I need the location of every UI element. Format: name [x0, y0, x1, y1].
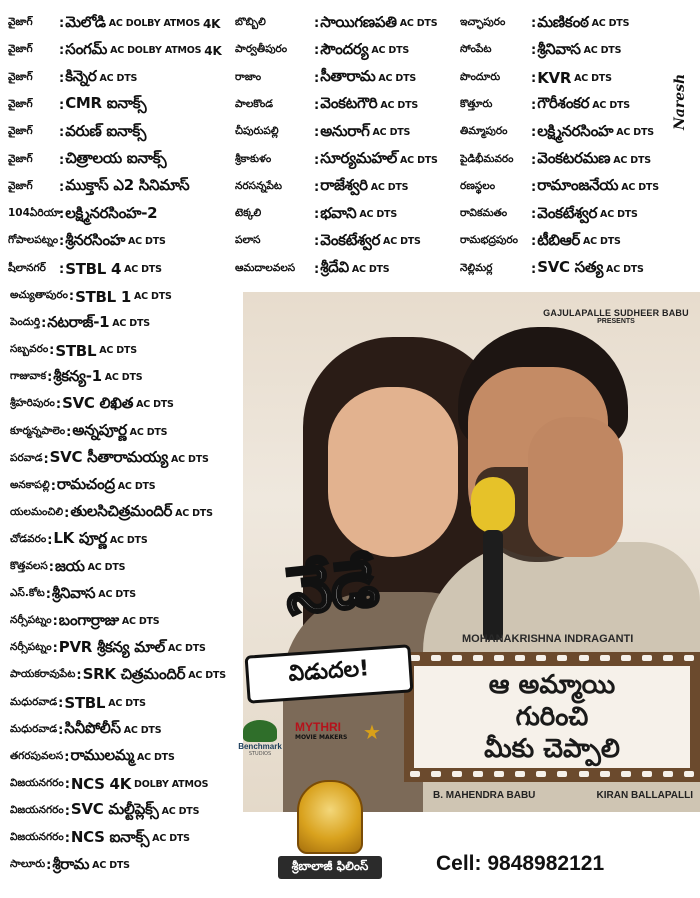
- separator: :: [531, 207, 537, 223]
- theatre-row: [235, 66, 457, 91]
- separator: :: [66, 424, 72, 440]
- separator: :: [314, 97, 320, 113]
- theatre-name: KVR: [537, 69, 572, 88]
- town-name: 104ఏరియా: [8, 207, 61, 220]
- theatre-row: [10, 745, 255, 770]
- resolution-tag: 4K: [204, 43, 222, 58]
- theatre-row: [10, 528, 255, 553]
- town-name: అచ్యుతాపురం: [10, 289, 68, 301]
- sound-format-tag: AC DTS: [616, 127, 654, 139]
- sound-format-tag: AC DTS: [574, 72, 612, 84]
- town-name: శ్రీకాకుళం: [235, 152, 272, 165]
- theatre-row: [10, 718, 255, 743]
- theatre-row: [460, 93, 668, 118]
- separator: :: [314, 152, 320, 168]
- theatre-row: [460, 229, 668, 254]
- theatre-row: [10, 799, 255, 824]
- sound-format-tag: AC DTS: [124, 263, 162, 275]
- theatre-name: సాయిగణపతి: [320, 12, 397, 31]
- release-today-text: నేడే: [282, 546, 382, 630]
- separator: :: [48, 560, 54, 575]
- theatre-name: LK పూర్ణ: [53, 529, 107, 548]
- sound-format-tag: AC DTS: [600, 209, 638, 221]
- theatre-name: STBL: [64, 694, 106, 712]
- theatre-row: [235, 175, 457, 200]
- title-film-strip: [404, 652, 700, 782]
- town-name: వైజాగ్: [8, 125, 33, 138]
- separator: :: [531, 16, 537, 31]
- separator: :: [531, 97, 537, 113]
- separator: :: [314, 125, 320, 141]
- separator: :: [314, 179, 320, 195]
- town-name: కూర్మన్నపాలెం: [10, 424, 66, 437]
- theatre-name: శ్రీరామ: [52, 854, 90, 873]
- theatre-row: [10, 392, 255, 417]
- town-name: నెల్లిమర్ల: [460, 261, 493, 274]
- sound-format-tag: AC DTS: [583, 45, 622, 57]
- theatre-name: అనురాగ్: [320, 121, 370, 140]
- theatre-name: తులసిచిత్రమందిర్: [70, 502, 173, 521]
- sound-format-tag: AC DTS: [591, 18, 630, 29]
- sound-format-tag: AC DTS: [108, 697, 146, 709]
- town-name: విజయనగరం: [10, 776, 64, 789]
- benchmark-logo: [230, 720, 290, 770]
- sound-format-tag: DOLBY ATMOS: [134, 778, 209, 790]
- theatre-name: రాజేశ్వరి: [320, 176, 368, 195]
- town-name: పార్వతీపురం: [235, 43, 288, 56]
- separator: :: [314, 261, 320, 277]
- theatre-name: SVC సీతారామయ్య: [49, 448, 168, 467]
- sound-format-tag: AC DTS: [98, 589, 136, 601]
- theatre-name: NCS 4K: [70, 775, 132, 794]
- separator: :: [314, 207, 320, 223]
- town-name: పాలకొండ: [235, 97, 273, 110]
- theatre-name: సంగమ్: [65, 39, 108, 58]
- theatre-name: లక్ష్మినరసింహ-2: [65, 203, 158, 222]
- theatre-name: రామాంజనేయ: [537, 176, 619, 195]
- theatre-row: [10, 338, 255, 363]
- theatre-name: రాములమ్మ: [70, 746, 134, 765]
- theatre-row: [8, 148, 233, 173]
- theatre-name: NCS ఐనాక్స్: [70, 827, 150, 846]
- theatre-name: SVC లిఖిత: [62, 393, 134, 412]
- theatre-name: లక్ష్మినరసింహ: [537, 121, 614, 140]
- sound-format-tag: AC DTS: [400, 154, 438, 166]
- separator: :: [531, 43, 537, 59]
- theatre-row: [10, 420, 255, 445]
- title-line-3: మీకు చెప్పాలి: [484, 734, 620, 764]
- separator: :: [59, 261, 65, 277]
- separator: :: [314, 234, 320, 250]
- theatre-row: [8, 229, 233, 254]
- separator: :: [68, 289, 75, 304]
- town-name: రాజాం: [235, 70, 262, 83]
- town-name: వైజాగ్: [8, 16, 33, 28]
- town-name: ఎస్.కోట: [10, 587, 45, 600]
- theatre-name: గౌరీశంకర: [537, 94, 590, 113]
- theatre-name: సౌందర్య: [320, 39, 369, 58]
- theatre-row: [235, 257, 457, 282]
- separator: :: [59, 179, 65, 195]
- town-name: కొత్తవలస: [10, 560, 48, 572]
- sound-format-tag: AC DTS: [371, 45, 410, 57]
- separator: :: [531, 179, 537, 195]
- hero-raised-hand: [528, 417, 623, 557]
- separator: :: [531, 234, 537, 250]
- town-name: పొందూరు: [460, 70, 501, 83]
- separator: :: [531, 261, 537, 277]
- town-name: కొత్తూరు: [460, 97, 493, 110]
- theatre-row: [235, 120, 457, 145]
- sound-format-tag: AC DTS: [161, 805, 200, 817]
- town-name: పరవాడ: [10, 451, 43, 464]
- separator: :: [59, 16, 65, 31]
- theatre-row: [235, 93, 457, 118]
- movie-title: [414, 666, 690, 768]
- town-name: తిమ్మాపురం: [460, 125, 508, 138]
- separator: :: [46, 858, 52, 874]
- presenter-credit: [534, 308, 698, 325]
- sound-format-tag: AC DTS: [372, 127, 411, 139]
- sound-format-tag: AC DTS: [399, 18, 438, 29]
- town-name: పైడిభీమవరం: [460, 152, 514, 165]
- producer-left: B. MAHENDRA BABU: [433, 790, 536, 801]
- theatre-name: వెంకటరమణ: [537, 149, 611, 167]
- separator: :: [531, 152, 537, 168]
- separator: :: [41, 316, 47, 332]
- town-name: పలాస: [235, 234, 261, 247]
- resolution-tag: 4K: [202, 16, 221, 31]
- theatre-name: నటరాజ్-1: [47, 312, 110, 331]
- theatre-name: STBL 1: [75, 287, 131, 306]
- town-name: ఇచ్ఛాపురం: [460, 16, 506, 28]
- town-name: శ్రీహరిపురం: [10, 397, 55, 410]
- separator: :: [58, 722, 64, 738]
- town-name: టెక్కలి: [235, 207, 262, 220]
- town-name: పెందుర్తి: [10, 316, 41, 329]
- sound-format-tag: AC DTS: [133, 291, 172, 302]
- theatre-row: [235, 202, 457, 227]
- separator: :: [58, 695, 64, 711]
- theatre-name: భవాని: [320, 203, 357, 222]
- theatre-row: [8, 66, 233, 91]
- town-name: చీపురుపల్లి: [235, 125, 279, 138]
- theatre-name: కిన్నెర: [65, 67, 97, 86]
- balaji-films-logo: [278, 780, 382, 890]
- star-icon: ★: [363, 720, 381, 744]
- separator: :: [45, 587, 51, 603]
- film-holes-bottom: [410, 771, 694, 779]
- balaji-films-name: శ్రీబాలాజీ ఫిలింస్: [278, 856, 382, 879]
- theatre-name: సూర్యమహల్: [320, 149, 398, 167]
- separator: :: [531, 70, 537, 86]
- theatre-row: [10, 501, 255, 526]
- contact-phone: Cell: 9848982121: [436, 852, 605, 875]
- theatre-row: [10, 365, 255, 390]
- separator: :: [314, 70, 320, 86]
- theatre-name: శ్రీనివాస: [537, 39, 581, 58]
- sound-format-tag: AC DTS: [117, 480, 156, 492]
- sound-format-tag: AC DTS: [121, 616, 160, 628]
- theatre-name: SVC మల్టీప్లెక్స్: [70, 800, 159, 819]
- theatre-row: [10, 474, 255, 499]
- theatre-row: [460, 257, 668, 282]
- theatre-name: చిత్రాలయ ఐనాక్స్: [65, 149, 167, 167]
- sound-format-tag: AC DTS: [583, 236, 621, 248]
- separator: :: [64, 776, 70, 792]
- town-name: సబ్బవరం: [10, 343, 49, 356]
- theatre-name: టీబిఆర్: [537, 230, 581, 249]
- sound-format-tag: AC DTS: [87, 562, 126, 573]
- theatre-row: [8, 38, 233, 63]
- separator: :: [59, 43, 65, 59]
- town-name: ఆమదాలవలస: [235, 261, 296, 274]
- separator: :: [59, 207, 65, 223]
- sound-format-tag: AC DTS: [370, 181, 409, 193]
- theatre-row: [460, 202, 668, 227]
- theatre-name: రామచంద్ర: [56, 475, 115, 494]
- town-name: బొబ్బిలి: [235, 16, 266, 28]
- theatre-name: CMR ఐనాక్స్: [65, 94, 147, 113]
- producer-right: KIRAN BALLAPALLI: [596, 790, 693, 801]
- theatre-name: PVR శ్రీకన్య మాల్: [58, 637, 165, 656]
- separator: :: [64, 749, 70, 765]
- sound-format-tag: AC DTS: [168, 643, 206, 655]
- theatre-name: ముక్తాస్ ఎ2 సినిమాస్: [65, 176, 190, 195]
- theatre-row: [8, 175, 233, 200]
- heroine-face: [328, 387, 458, 557]
- sound-format-tag: AC DTS: [129, 426, 168, 438]
- separator: :: [64, 803, 70, 819]
- sound-format-tag: AC DTS: [621, 181, 659, 193]
- sound-format-tag: AC DTS: [383, 236, 421, 248]
- town-name: పాయకరావుపేట: [10, 668, 76, 681]
- producer-credits: [433, 790, 693, 801]
- town-name: వైజాగ్: [8, 43, 33, 56]
- theatre-name: శ్రీదేవి: [320, 258, 349, 277]
- town-name: వైజాగ్: [8, 70, 33, 83]
- town-name: చోడవరం: [10, 532, 47, 545]
- separator: :: [314, 43, 320, 59]
- separator: :: [47, 370, 53, 386]
- theatre-row: [460, 120, 668, 145]
- director-credit: MOHANAKRISHNA INDRAGANTI: [462, 633, 634, 645]
- theatre-row: [460, 175, 668, 200]
- theatre-row: [8, 257, 233, 282]
- theatre-row: [8, 120, 233, 145]
- deity-emblem-icon: [297, 780, 363, 854]
- theatre-name: STBL 4: [65, 260, 122, 279]
- town-name: గోపాలపట్నం: [8, 234, 59, 247]
- separator: :: [52, 614, 58, 630]
- presenter-name: GAJULAPALLE SUDHEER BABU: [543, 308, 689, 318]
- town-name: రావికమతం: [460, 207, 508, 220]
- sound-format-tag: AC DTS: [92, 860, 130, 872]
- theatre-name: శ్రీనరసింహ: [65, 230, 126, 249]
- sound-format-tag: AC DTS: [99, 72, 138, 84]
- town-name: యలమంచిలి: [10, 505, 64, 518]
- artist-signature: Naresh: [672, 73, 688, 130]
- separator: :: [59, 97, 65, 113]
- theatre-name: సీతారామ: [320, 67, 376, 86]
- separator: :: [47, 532, 53, 548]
- sound-format-tag: AC DTS: [359, 209, 397, 221]
- theatre-row: [10, 311, 255, 336]
- theatre-row: [235, 38, 457, 63]
- separator: :: [59, 70, 65, 86]
- theatre-row: [8, 93, 233, 118]
- theatre-name: బంగార్రాజు: [58, 610, 119, 629]
- theatre-row: [460, 11, 668, 36]
- theatre-row: [10, 582, 255, 607]
- town-name: రామభద్రపురం: [460, 234, 518, 247]
- town-name: విజయనగరం: [10, 803, 64, 816]
- sound-format-tag: AC DTS: [606, 263, 644, 275]
- theatre-row: [10, 609, 255, 634]
- town-name: నర్సీపట్నం: [10, 614, 52, 627]
- sound-format-tag: AC DTS: [351, 263, 390, 275]
- theatre-row: [10, 826, 255, 851]
- theatre-row: [8, 11, 233, 36]
- theatre-row: [10, 853, 255, 878]
- sound-format-tag: AC DTS: [112, 318, 150, 330]
- town-name: గాజువాక: [10, 370, 47, 383]
- separator: :: [52, 641, 58, 657]
- benchmark-logo-text: Benchmark: [238, 742, 282, 751]
- separator: :: [50, 478, 56, 494]
- separator: :: [64, 505, 70, 521]
- sound-format-tag: AC DTS: [171, 453, 209, 465]
- separator: :: [64, 831, 70, 846]
- theatre-name: మెలోడి: [65, 12, 106, 31]
- theatre-row: [10, 663, 255, 688]
- separator: :: [43, 451, 49, 467]
- separator: :: [59, 234, 65, 250]
- town-name: రణస్థలం: [460, 179, 496, 192]
- town-name: సోంపేట: [460, 43, 492, 56]
- town-name: నరసన్నపేట: [235, 179, 283, 192]
- town-name: సాలూరు: [10, 858, 46, 871]
- theatre-row: [8, 202, 233, 227]
- theatre-row: [10, 772, 255, 797]
- presenter-label: PRESENTS: [597, 318, 635, 325]
- theatre-name: శ్రీకన్య-1: [53, 366, 102, 385]
- theatre-row: [235, 229, 457, 254]
- theatre-name: SRK చిత్రమందిర్: [82, 664, 186, 683]
- title-line-2: గురించి: [515, 702, 589, 732]
- separator: :: [59, 152, 65, 168]
- theatre-row: [460, 148, 668, 173]
- theatre-row: [10, 555, 255, 580]
- sound-format-tag: AC DOLBY ATMOS: [110, 45, 202, 57]
- theatre-row: [10, 284, 255, 309]
- sound-format-tag: AC DTS: [136, 399, 174, 411]
- sound-format-tag: AC DTS: [380, 99, 419, 111]
- theatre-name: వెంకటేశ్వర: [320, 230, 381, 249]
- theatre-row: [235, 148, 457, 173]
- sound-format-tag: AC DTS: [592, 99, 630, 111]
- film-holes-top: [410, 655, 694, 663]
- sound-format-tag: AC DTS: [99, 345, 137, 357]
- mythri-logo-sub: MOVIE MAKERS: [295, 734, 348, 741]
- theatre-row: [235, 11, 457, 36]
- town-name: షీలానగర్: [8, 261, 46, 274]
- town-name: వైజాగ్: [8, 97, 33, 110]
- sound-format-tag: AC DTS: [378, 72, 417, 84]
- sound-format-tag: AC DTS: [109, 534, 148, 546]
- theatre-name: వెంకటేశ్వర: [537, 203, 598, 222]
- town-name: మధురవాడ: [10, 695, 58, 708]
- sound-format-tag: AC DOLBY ATMOS: [108, 18, 200, 29]
- separator: :: [531, 125, 537, 141]
- sound-format-tag: AC DTS: [613, 154, 651, 166]
- town-name: వైజాగ్: [8, 179, 33, 192]
- theatre-name: వెంకటగౌరి: [320, 94, 378, 113]
- sound-format-tag: AC DTS: [123, 724, 162, 736]
- theatre-name: STBL: [55, 341, 97, 360]
- town-name: అనకాపల్లి: [10, 478, 50, 491]
- title-line-1: ఆ అమ్మాయి: [488, 670, 616, 700]
- theatre-row: [10, 691, 255, 716]
- town-name: వైజాగ్: [8, 152, 33, 165]
- release-label: విడుదల!: [245, 644, 414, 703]
- sound-format-tag: AC DTS: [188, 670, 226, 682]
- town-name: విజయనగరం: [10, 831, 64, 843]
- separator: :: [76, 668, 82, 684]
- theatre-row: [10, 636, 255, 661]
- microphone-icon: [471, 477, 515, 533]
- town-name: నర్సీపట్నం: [10, 641, 52, 654]
- theatre-name: మణికంఠ: [537, 12, 589, 31]
- theatre-name: జయ: [54, 556, 85, 575]
- benchmark-logo-sub: STUDIOS: [248, 751, 272, 757]
- theatre-name: సినీపోలీస్: [64, 719, 121, 738]
- separator: :: [59, 125, 65, 141]
- sound-format-tag: AC DTS: [175, 507, 213, 519]
- theatre-name: SVC సత్య: [537, 258, 604, 277]
- separator: :: [314, 16, 320, 31]
- theatre-name: అన్నపూర్ణ: [72, 421, 127, 439]
- mythri-logo-text: MYTHRI: [295, 720, 341, 734]
- microphone-handle: [483, 530, 503, 640]
- theatre-row: [10, 447, 255, 472]
- theatre-name: శ్రీనివాస: [51, 583, 96, 602]
- town-name: మధురవాడ: [10, 722, 58, 735]
- separator: :: [55, 397, 62, 413]
- sound-format-tag: AC DTS: [136, 751, 175, 763]
- tree-icon: [243, 720, 277, 742]
- theatre-name: వరుణ్ ఐనాక్స్: [65, 121, 146, 140]
- sound-format-tag: AC DTS: [104, 372, 143, 384]
- sound-format-tag: AC DTS: [128, 236, 166, 248]
- theatre-row: [460, 38, 668, 63]
- town-name: తగరపువలస: [10, 749, 64, 762]
- theatre-row: [460, 66, 668, 91]
- sound-format-tag: AC DTS: [152, 833, 190, 844]
- mythri-logo: [295, 720, 385, 760]
- separator: :: [49, 343, 55, 359]
